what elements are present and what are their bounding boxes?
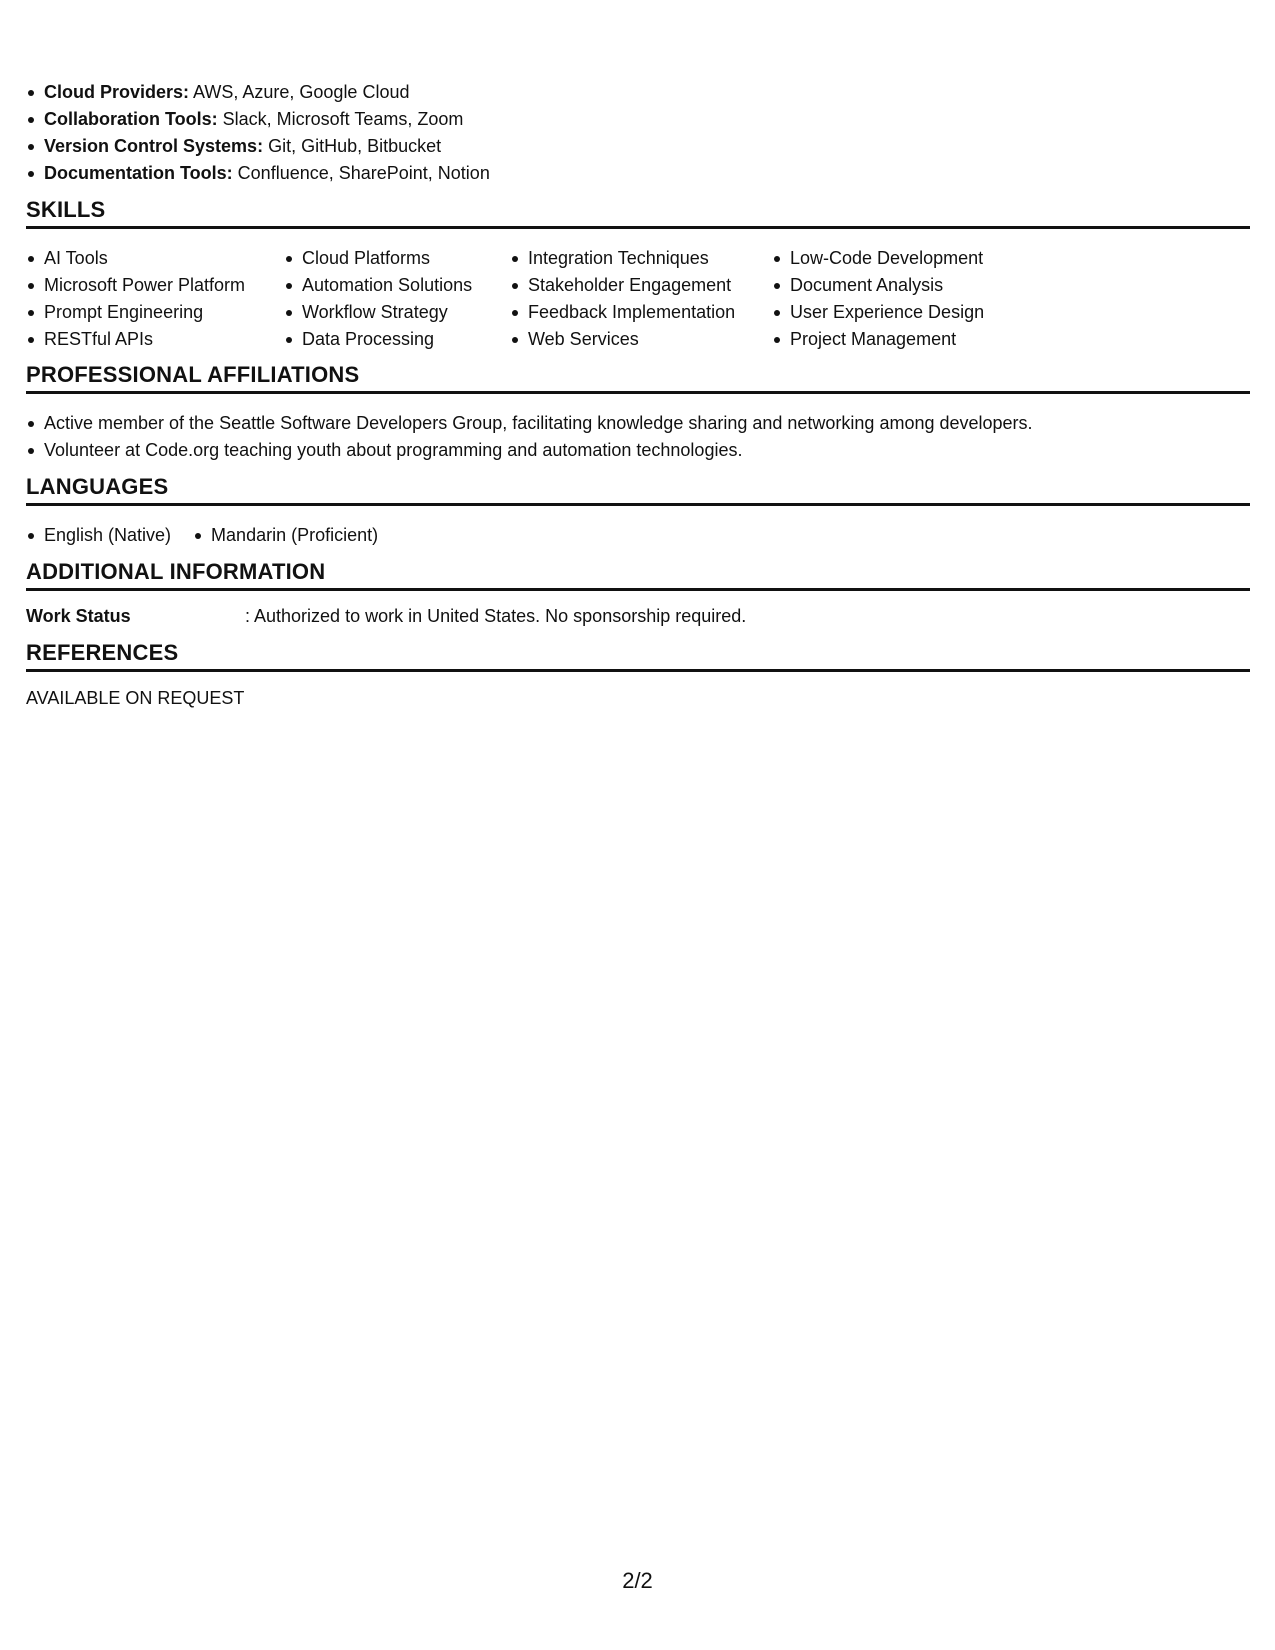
skill-item: Low-Code Development [772,245,984,272]
tool-value: AWS, Azure, Google Cloud [189,82,410,102]
tool-value: Confluence, SharePoint, Notion [232,163,490,183]
skill-item: User Experience Design [772,299,984,326]
references-text: AVAILABLE ON REQUEST [26,688,245,708]
skill-item: Document Analysis [772,272,984,299]
language-item: Mandarin (Proficient) [193,522,378,549]
skill-item: Prompt Engineering [26,299,245,326]
skill-item: Data Processing [284,326,472,353]
skill-item: Feedback Implementation [510,299,735,326]
tool-value: Slack, Microsoft Teams, Zoom [217,109,464,129]
tool-label: Collaboration Tools: [44,109,218,129]
skill-item: RESTful APIs [26,326,245,353]
language-item: English (Native) [26,522,171,549]
skill-item: Cloud Platforms [284,245,472,272]
affiliations-list [26,410,1033,464]
tool-value: Git, GitHub, Bitbucket [263,136,442,156]
skill-item: AI Tools [26,245,245,272]
list-item [26,79,490,106]
list-item [26,160,490,187]
list-item: Active member of the Seattle Software Developers Group, facilitating knowledge sharing and networking among developers. [26,410,1033,437]
skills-column-2 [284,245,472,353]
work-status-value: : Authorized to work in United States. No sponsorship required. [245,606,747,626]
skills-column-1 [26,245,245,353]
skill-item: Web Services [510,326,735,353]
languages-heading: LANGUAGES [26,473,1250,506]
languages-list [26,522,400,549]
tool-label: Documentation Tools: [44,163,233,183]
languages-row [26,522,400,549]
skill-item: Automation Solutions [284,272,472,299]
skills-column-3 [510,245,735,353]
skills-heading: SKILLS [26,196,1250,229]
list-item: Volunteer at Code.org teaching youth about programming and automation technologies. [26,437,1033,464]
references-heading: REFERENCES [26,639,1250,672]
skill-item: Project Management [772,326,984,353]
skill-item: Workflow Strategy [284,299,472,326]
list-item [26,106,490,133]
affiliations-heading: PROFESSIONAL AFFILIATIONS [26,361,1250,394]
page-number: 2/2 [622,1568,653,1593]
work-status-label: Work Status [26,606,131,626]
skills-column-4 [772,245,984,353]
tool-label: Version Control Systems: [44,136,264,156]
skill-item: Microsoft Power Platform [26,272,245,299]
skill-item: Integration Techniques [510,245,735,272]
additional-info-heading: ADDITIONAL INFORMATION [26,558,1250,591]
skill-item: Stakeholder Engagement [510,272,735,299]
tools-list [26,79,490,187]
list-item [26,133,490,160]
tool-label: Cloud Providers: [44,82,190,102]
